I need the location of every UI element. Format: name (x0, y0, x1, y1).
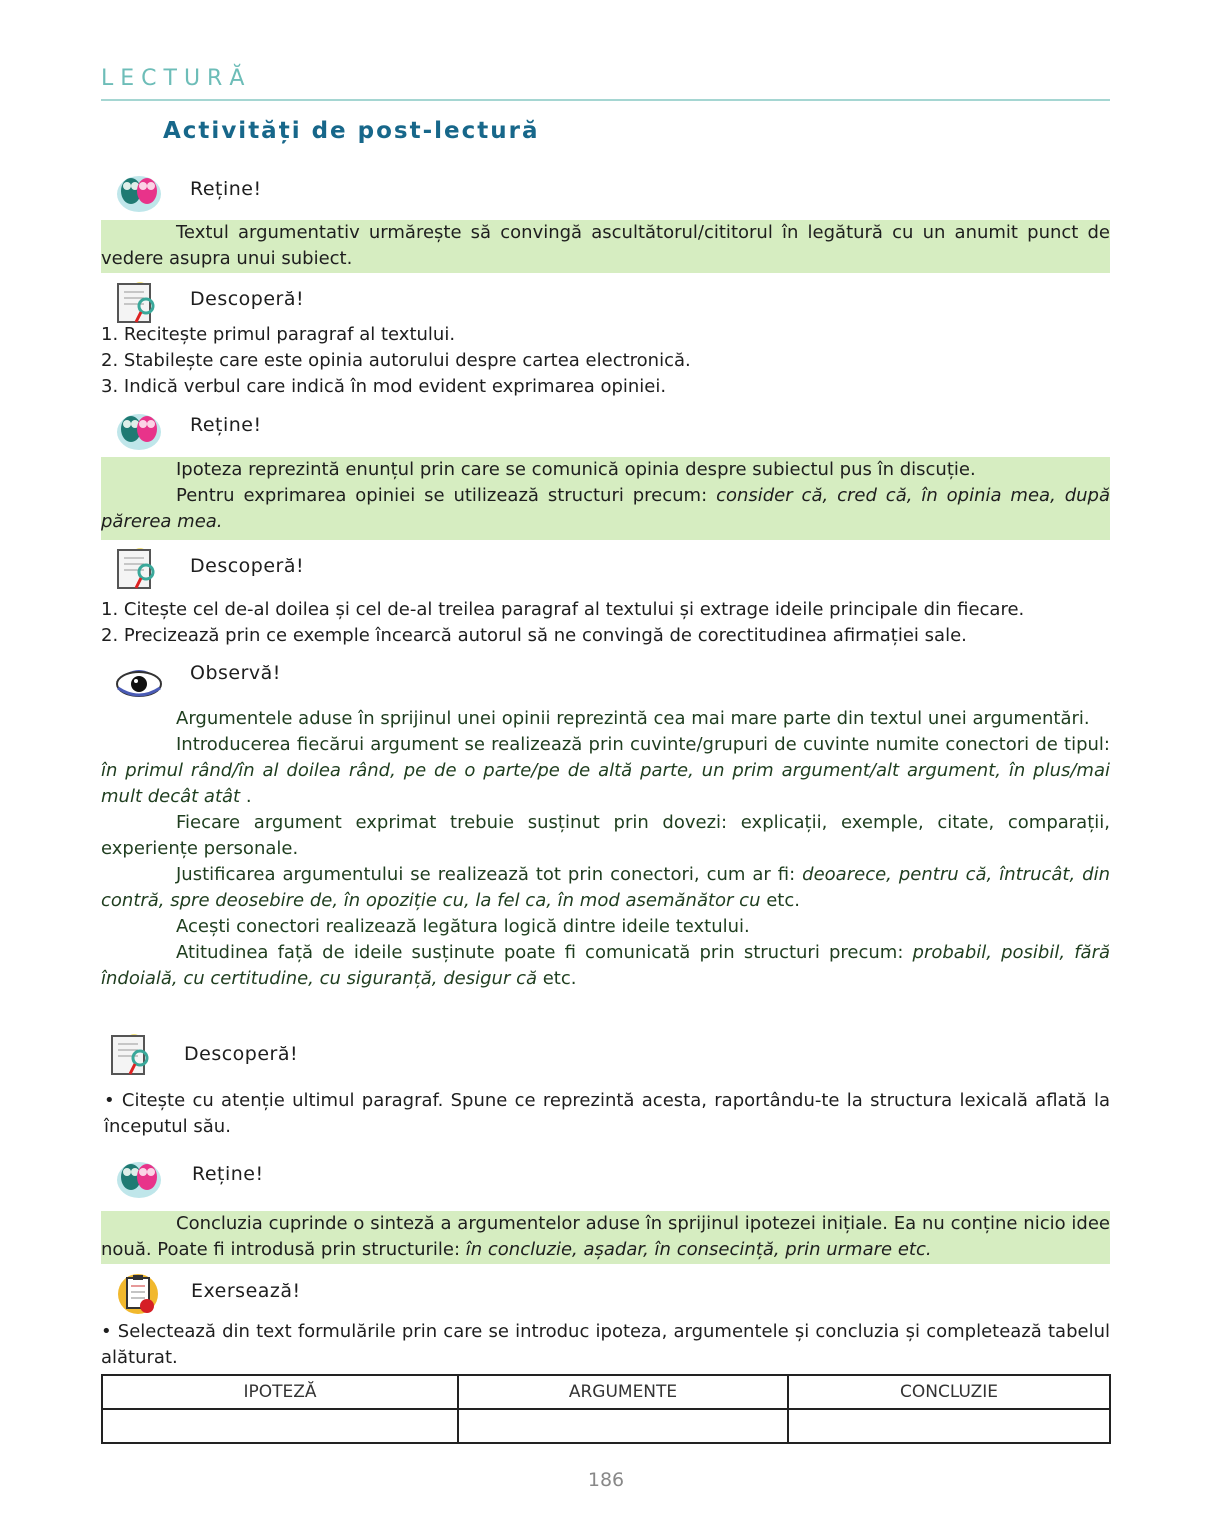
owls-icon (108, 164, 170, 214)
text: Introducerea fiecărui argument se realizează prin cuvinte/grupuri de cuvinte numite conectori de tipul: (176, 734, 1110, 755)
paragraph (101, 732, 1110, 810)
list-item: 2. Precizează prin ce exemple încearcă autorul să ne convingă de corectitudinea afirmației sale. (101, 625, 967, 646)
descopera-list (101, 597, 1110, 649)
retine-heading: Reține! (190, 414, 262, 436)
book-magnifier-icon (102, 1030, 164, 1080)
owls-icon (108, 402, 170, 452)
descopera-heading: Descoperă! (184, 1043, 299, 1065)
retine-text (101, 1211, 1110, 1263)
descopera-heading: Descoperă! (190, 288, 305, 310)
cell-argumente[interactable] (458, 1409, 788, 1443)
list-item: 3. Indică verbul care indică în mod evident exprimarea opiniei. (101, 376, 667, 397)
paragraph (101, 862, 1110, 914)
text: Pentru exprimarea opiniei se utilizează structuri precum: (176, 485, 717, 506)
table-row (102, 1409, 1110, 1443)
clipboard-apple-icon (108, 1268, 170, 1318)
paragraph: Argumentele aduse în sprijinul unei opinii reprezintă cea mai mare parte din textul unei argumentări. (176, 708, 1090, 729)
header-divider (101, 99, 1110, 101)
list-item: 1. Citește cel de-al doilea și cel de-al treilea paragraf al textului și extrage ideile principale din fiecare. (101, 599, 1025, 620)
paragraph (101, 940, 1110, 992)
owls-icon (108, 1150, 170, 1200)
retine-box (101, 457, 1110, 540)
cell-ipoteza[interactable] (102, 1409, 458, 1443)
page-number: 186 (587, 1469, 625, 1491)
retine-heading: Reține! (192, 1163, 264, 1185)
observa-text (101, 706, 1110, 992)
descopera-heading: Descoperă! (190, 555, 305, 577)
exerseaza-text: • Selectează din text formulările prin care se introduc ipoteza, argumentele și concluzia și completează tabelul alăturat. (101, 1321, 1110, 1368)
eye-icon (108, 654, 170, 704)
retine-text (101, 483, 1110, 535)
retine-box (101, 220, 1110, 273)
cell-concluzie[interactable] (788, 1409, 1110, 1443)
descopera-text: • Citește cu atenție ultimul paragraf. Spune ce reprezintă acesta, raportându-te la structura lexicală aflată la începutul său. (104, 1090, 1110, 1137)
answer-table (101, 1374, 1111, 1444)
text: Justificarea argumentului se realizează tot prin conectori, cum ar fi: (176, 864, 803, 885)
examples-italic: consider că, cred că, în opinia mea, după părerea mea. (101, 485, 1110, 532)
text: etc. (760, 890, 800, 911)
book-magnifier-icon (108, 544, 170, 594)
list-item: 2. Stabilește care este opinia autorului despre cartea electronică. (101, 350, 691, 371)
table-header-row (102, 1375, 1110, 1409)
retine-text: Ipoteza reprezintă enunțul prin care se comunică opinia despre subiectul pus în discuție. (176, 459, 976, 480)
header-concluzie: CONCLUZIE (788, 1375, 1110, 1409)
retine-text: Textul argumentativ urmărește să convingă ascultătorul/cititorul în legătură cu un anumit punct de vedere asupra unui subiect. (101, 222, 1110, 269)
exerseaza-heading: Exersează! (191, 1280, 301, 1302)
header-ipoteza: IPOTEZĂ (102, 1375, 458, 1409)
text: Concluzia cuprinde o sinteză a argumentelor aduse în sprijinul ipotezei inițiale. Ea nu conține nicio idee nouă. Poate fi introdusă prin structurile: (101, 1213, 1110, 1260)
descopera-list (101, 322, 1110, 400)
observa-heading: Observă! (190, 662, 281, 684)
header-argumente: ARGUMENTE (458, 1375, 788, 1409)
paragraph: Acești conectori realizează legătura logică dintre ideile textului. (176, 916, 750, 937)
italic-text: probabil, posibil, fără îndoială, cu certitudine, cu siguranță, desigur că (101, 942, 1111, 989)
book-magnifier-icon (108, 278, 170, 328)
retine-box (101, 1211, 1110, 1264)
italic-text: deoarece, pentru că, întrucât, din contră, spre deosebire de, în opoziție cu, la fel ca, în mod asemănător cu (101, 864, 1110, 911)
page-title: Activități de post-lectură (163, 118, 540, 144)
text: . (240, 786, 252, 807)
list-item: 1. Recitește primul paragraf al textului. (101, 324, 456, 345)
italic-text: în concluzie, așadar, în consecință, prin urmare etc. (465, 1239, 932, 1260)
italic-text: în primul rând/în al doilea rând, pe de o parte/pe de altă parte, un prim argument/alt argument, în plus/mai mult decât atât (101, 760, 1110, 807)
text: etc. (537, 968, 577, 989)
text: Atitudinea față de ideile susținute poate fi comunicată prin structuri precum: (176, 942, 913, 963)
paragraph: Fiecare argument exprimat trebuie susținut prin dovezi: explicații, exemple, citate, comparații, experiențe personale. (101, 812, 1110, 859)
retine-heading: Reține! (190, 178, 262, 200)
section-label: LECTURĂ (101, 66, 252, 91)
